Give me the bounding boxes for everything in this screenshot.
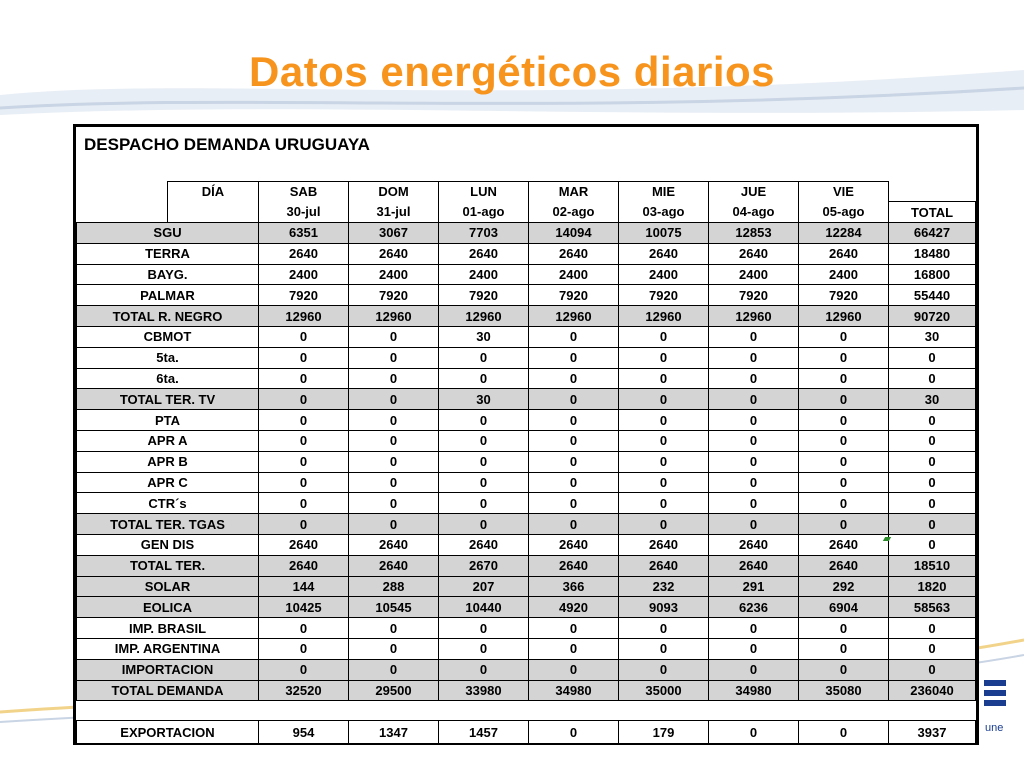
table-row — [77, 680, 976, 701]
row-label: IMP. BRASIL — [77, 618, 259, 639]
value-cell: 366 — [529, 576, 619, 597]
page-title: Datos energéticos diarios — [249, 48, 775, 95]
value-cell: 2640 — [259, 243, 349, 264]
value-cell: 0 — [619, 659, 709, 680]
value-cell: 0 — [349, 410, 439, 431]
value-cell: 0 — [259, 472, 349, 493]
row-total: 18510 — [889, 555, 976, 576]
value-cell: 9093 — [619, 597, 709, 618]
export-label: EXPORTACION — [77, 721, 259, 744]
value-cell: 0 — [349, 472, 439, 493]
value-cell: 0 — [349, 431, 439, 452]
row-label: 5ta. — [77, 347, 259, 368]
value-cell: 7920 — [439, 285, 529, 306]
row-total: 0 — [889, 368, 976, 389]
value-cell: 12960 — [529, 306, 619, 327]
panel-title: DESPACHO DEMANDA URUGUAYA — [84, 135, 370, 154]
value-cell: 4920 — [529, 597, 619, 618]
value-cell: 2640 — [439, 535, 529, 556]
value-cell: 6236 — [709, 597, 799, 618]
value-cell: 2400 — [799, 264, 889, 285]
value-cell: 0 — [709, 410, 799, 431]
row-label: GEN DIS — [77, 535, 259, 556]
header-date-row — [77, 202, 976, 223]
value-cell: 12960 — [799, 306, 889, 327]
value-cell: 2400 — [439, 264, 529, 285]
value-cell: 0 — [619, 472, 709, 493]
value-cell: 0 — [529, 472, 619, 493]
table-row — [77, 597, 976, 618]
value-cell: 2640 — [529, 555, 619, 576]
table-row — [77, 535, 976, 556]
table-row — [77, 306, 976, 327]
value-cell: 0 — [529, 410, 619, 431]
row-label: BAYG. — [77, 264, 259, 285]
day-header: SAB — [259, 182, 349, 202]
date-header: 04-ago — [709, 202, 799, 223]
row-label: CTR´s — [77, 493, 259, 514]
value-cell: 0 — [619, 451, 709, 472]
value-cell: 0 — [349, 389, 439, 410]
value-cell: 0 — [799, 451, 889, 472]
value-cell: 6904 — [799, 597, 889, 618]
value-cell: 35000 — [619, 680, 709, 701]
value-cell: 14094 — [529, 223, 619, 244]
dispatch-table — [76, 181, 976, 701]
value-cell: 2640 — [529, 243, 619, 264]
value-cell: 0 — [259, 493, 349, 514]
value-cell: 0 — [709, 431, 799, 452]
value-cell: 0 — [439, 451, 529, 472]
day-header: JUE — [709, 182, 799, 202]
table-row — [77, 264, 976, 285]
value-cell: 7920 — [529, 285, 619, 306]
value-cell: 2640 — [619, 243, 709, 264]
table-row — [77, 223, 976, 244]
row-label: IMP. ARGENTINA — [77, 639, 259, 660]
value-cell: 0 — [799, 347, 889, 368]
value-cell: 2640 — [439, 243, 529, 264]
value-cell: 0 — [709, 659, 799, 680]
value-cell: 3067 — [349, 223, 439, 244]
value-cell: 0 — [709, 347, 799, 368]
value-cell: 10425 — [259, 597, 349, 618]
value-cell: 30 — [439, 389, 529, 410]
value-cell: 12284 — [799, 223, 889, 244]
value-cell: 0 — [529, 431, 619, 452]
day-header: DOM — [349, 182, 439, 202]
value-cell: 7703 — [439, 223, 529, 244]
value-cell: 0 — [439, 410, 529, 431]
table-row — [77, 576, 976, 597]
row-total: 66427 — [889, 223, 976, 244]
value-cell: 10440 — [439, 597, 529, 618]
row-label: PALMAR — [77, 285, 259, 306]
row-label: TOTAL TER. TV — [77, 389, 259, 410]
value-cell: 0 — [259, 659, 349, 680]
value-cell: 2640 — [799, 555, 889, 576]
value-cell: 29500 — [349, 680, 439, 701]
value-cell: 0 — [529, 659, 619, 680]
value-cell: 2640 — [619, 535, 709, 556]
export-table — [76, 720, 976, 744]
value-cell: 2400 — [619, 264, 709, 285]
value-cell: 0 — [709, 389, 799, 410]
value-cell: 7920 — [259, 285, 349, 306]
value-cell: 0 — [439, 659, 529, 680]
value-cell: 0 — [709, 368, 799, 389]
value-cell: 2640 — [349, 243, 439, 264]
row-label: APR B — [77, 451, 259, 472]
value-cell: 0 — [709, 618, 799, 639]
value-cell: 2640 — [349, 555, 439, 576]
value-cell: 0 — [619, 618, 709, 639]
value-cell: 12960 — [439, 306, 529, 327]
row-total: 30 — [889, 389, 976, 410]
value-cell: 0 — [709, 493, 799, 514]
value-cell: 0 — [259, 618, 349, 639]
logo-text: une — [985, 722, 1004, 734]
value-cell: 7920 — [349, 285, 439, 306]
row-label: PTA — [77, 410, 259, 431]
value-cell: 0 — [529, 514, 619, 535]
row-total: 1820 — [889, 576, 976, 597]
value-cell: 0 — [799, 389, 889, 410]
value-cell: 34980 — [709, 680, 799, 701]
date-header: 05-ago — [799, 202, 889, 223]
export-total: 3937 — [889, 721, 976, 744]
value-cell: 2640 — [799, 243, 889, 264]
value-cell: 2640 — [529, 535, 619, 556]
row-total: 0 — [889, 639, 976, 660]
value-cell: 232 — [619, 576, 709, 597]
value-cell: 0 — [529, 347, 619, 368]
table-row — [77, 347, 976, 368]
header-day-row — [77, 182, 976, 202]
export-value: 1457 — [439, 721, 529, 744]
value-cell: 0 — [439, 431, 529, 452]
day-header: VIE — [799, 182, 889, 202]
value-cell: 0 — [799, 514, 889, 535]
value-cell: 0 — [259, 368, 349, 389]
value-cell: 2640 — [259, 535, 349, 556]
value-cell: 0 — [799, 659, 889, 680]
value-cell: 0 — [709, 327, 799, 348]
value-cell: 2400 — [349, 264, 439, 285]
row-total: 0 — [889, 493, 976, 514]
date-header: 01-ago — [439, 202, 529, 223]
value-cell: 0 — [349, 514, 439, 535]
value-cell: 34980 — [529, 680, 619, 701]
value-cell: 0 — [529, 451, 619, 472]
blank-cell — [77, 202, 168, 223]
value-cell: 0 — [439, 368, 529, 389]
row-label: TERRA — [77, 243, 259, 264]
date-header: 30-jul — [259, 202, 349, 223]
row-label: SGU — [77, 223, 259, 244]
value-cell: 0 — [709, 639, 799, 660]
row-total: 0 — [889, 659, 976, 680]
value-cell: 0 — [529, 368, 619, 389]
blank-cell — [168, 202, 259, 223]
value-cell: 7920 — [619, 285, 709, 306]
blank-cell — [77, 182, 168, 202]
value-cell: 2400 — [259, 264, 349, 285]
value-cell: 288 — [349, 576, 439, 597]
row-label: TOTAL TER. TGAS — [77, 514, 259, 535]
value-cell: 7920 — [709, 285, 799, 306]
value-cell: 2640 — [709, 535, 799, 556]
row-label: TOTAL TER. — [77, 555, 259, 576]
value-cell: 0 — [439, 347, 529, 368]
dia-label: DÍA — [168, 182, 259, 202]
table-row — [77, 493, 976, 514]
value-cell: 0 — [709, 451, 799, 472]
value-cell: 0 — [619, 410, 709, 431]
row-total: 18480 — [889, 243, 976, 264]
row-total: 0 — [889, 451, 976, 472]
value-cell: 0 — [349, 368, 439, 389]
day-header: MIE — [619, 182, 709, 202]
row-label: TOTAL R. NEGRO — [77, 306, 259, 327]
row-label: IMPORTACION — [77, 659, 259, 680]
total-header: TOTAL — [889, 202, 976, 223]
value-cell: 0 — [529, 618, 619, 639]
value-cell: 2640 — [259, 555, 349, 576]
value-cell: 0 — [529, 639, 619, 660]
value-cell: 2670 — [439, 555, 529, 576]
row-label: APR A — [77, 431, 259, 452]
value-cell: 0 — [259, 389, 349, 410]
value-cell: 7920 — [799, 285, 889, 306]
value-cell: 144 — [259, 576, 349, 597]
value-cell: 0 — [799, 327, 889, 348]
table-row — [77, 389, 976, 410]
row-label: SOLAR — [77, 576, 259, 597]
table-row — [77, 618, 976, 639]
value-cell: 0 — [619, 493, 709, 514]
row-total: 0 — [889, 535, 976, 556]
table-row — [77, 327, 976, 348]
value-cell: 35080 — [799, 680, 889, 701]
table-row — [77, 514, 976, 535]
value-cell: 0 — [259, 514, 349, 535]
value-cell: 0 — [349, 451, 439, 472]
logo-icon — [984, 680, 1006, 706]
value-cell: 0 — [529, 327, 619, 348]
value-cell: 0 — [349, 347, 439, 368]
value-cell: 0 — [259, 639, 349, 660]
value-cell: 0 — [259, 451, 349, 472]
value-cell: 0 — [349, 327, 439, 348]
row-label: CBMOT — [77, 327, 259, 348]
value-cell: 0 — [799, 431, 889, 452]
blank-cell — [889, 182, 976, 202]
row-total: 30 — [889, 327, 976, 348]
value-cell: 0 — [349, 639, 439, 660]
value-cell: 0 — [529, 389, 619, 410]
row-label: EOLICA — [77, 597, 259, 618]
value-cell: 2640 — [709, 555, 799, 576]
value-cell: 12853 — [709, 223, 799, 244]
value-cell: 0 — [439, 639, 529, 660]
table-row — [77, 431, 976, 452]
value-cell: 0 — [349, 659, 439, 680]
value-cell: 2640 — [619, 555, 709, 576]
date-header: 03-ago — [619, 202, 709, 223]
value-cell: 0 — [619, 514, 709, 535]
value-cell: 12960 — [709, 306, 799, 327]
export-value: 954 — [259, 721, 349, 744]
row-total: 90720 — [889, 306, 976, 327]
value-cell: 12960 — [619, 306, 709, 327]
value-cell: 2400 — [529, 264, 619, 285]
value-cell: 0 — [619, 431, 709, 452]
value-cell: 0 — [799, 618, 889, 639]
value-cell: 6351 — [259, 223, 349, 244]
row-total: 58563 — [889, 597, 976, 618]
export-row — [77, 721, 976, 744]
value-cell: 0 — [709, 472, 799, 493]
day-header: LUN — [439, 182, 529, 202]
export-value: 0 — [799, 721, 889, 744]
table-row — [77, 243, 976, 264]
row-total: 0 — [889, 472, 976, 493]
value-cell: 33980 — [439, 680, 529, 701]
row-total: 0 — [889, 514, 976, 535]
date-header: 31-jul — [349, 202, 439, 223]
export-value: 179 — [619, 721, 709, 744]
date-header: 02-ago — [529, 202, 619, 223]
row-label: 6ta. — [77, 368, 259, 389]
value-cell: 0 — [439, 514, 529, 535]
value-cell: 0 — [349, 618, 439, 639]
value-cell: 0 — [259, 410, 349, 431]
export-value: 0 — [529, 721, 619, 744]
table-row — [77, 555, 976, 576]
value-cell: 12960 — [349, 306, 439, 327]
value-cell: 0 — [709, 514, 799, 535]
row-total: 0 — [889, 410, 976, 431]
value-cell: 0 — [799, 368, 889, 389]
value-cell: 12960 — [259, 306, 349, 327]
value-cell: 0 — [439, 472, 529, 493]
value-cell: 2640 — [799, 535, 889, 556]
row-total: 16800 — [889, 264, 976, 285]
value-cell: 2640 — [349, 535, 439, 556]
value-cell: 2640 — [709, 243, 799, 264]
row-label: TOTAL DEMANDA — [77, 680, 259, 701]
value-cell: 0 — [259, 327, 349, 348]
row-total: 0 — [889, 347, 976, 368]
value-cell: 0 — [259, 347, 349, 368]
value-cell: 207 — [439, 576, 529, 597]
table-row — [77, 639, 976, 660]
table-row — [77, 285, 976, 306]
value-cell: 0 — [349, 493, 439, 514]
row-total: 236040 — [889, 680, 976, 701]
value-cell: 0 — [259, 431, 349, 452]
table-row — [77, 472, 976, 493]
value-cell: 32520 — [259, 680, 349, 701]
day-header: MAR — [529, 182, 619, 202]
dispatch-panel — [73, 124, 979, 745]
value-cell: 0 — [439, 618, 529, 639]
table-row — [77, 368, 976, 389]
value-cell: 10075 — [619, 223, 709, 244]
value-cell: 0 — [799, 639, 889, 660]
value-cell: 0 — [619, 639, 709, 660]
value-cell: 292 — [799, 576, 889, 597]
table-row — [77, 451, 976, 472]
export-value: 0 — [709, 721, 799, 744]
row-total: 55440 — [889, 285, 976, 306]
value-cell: 0 — [439, 493, 529, 514]
value-cell: 0 — [529, 493, 619, 514]
value-cell: 291 — [709, 576, 799, 597]
value-cell: 30 — [439, 327, 529, 348]
row-total: 0 — [889, 431, 976, 452]
value-cell: 10545 — [349, 597, 439, 618]
value-cell: 0 — [619, 327, 709, 348]
value-cell: 0 — [619, 347, 709, 368]
table-row — [77, 410, 976, 431]
value-cell: 0 — [799, 410, 889, 431]
row-label: APR C — [77, 472, 259, 493]
value-cell: 0 — [619, 368, 709, 389]
value-cell: 0 — [799, 472, 889, 493]
table-row — [77, 659, 976, 680]
value-cell: 0 — [619, 389, 709, 410]
export-value: 1347 — [349, 721, 439, 744]
row-total: 0 — [889, 618, 976, 639]
value-cell: 2400 — [709, 264, 799, 285]
value-cell: 0 — [799, 493, 889, 514]
